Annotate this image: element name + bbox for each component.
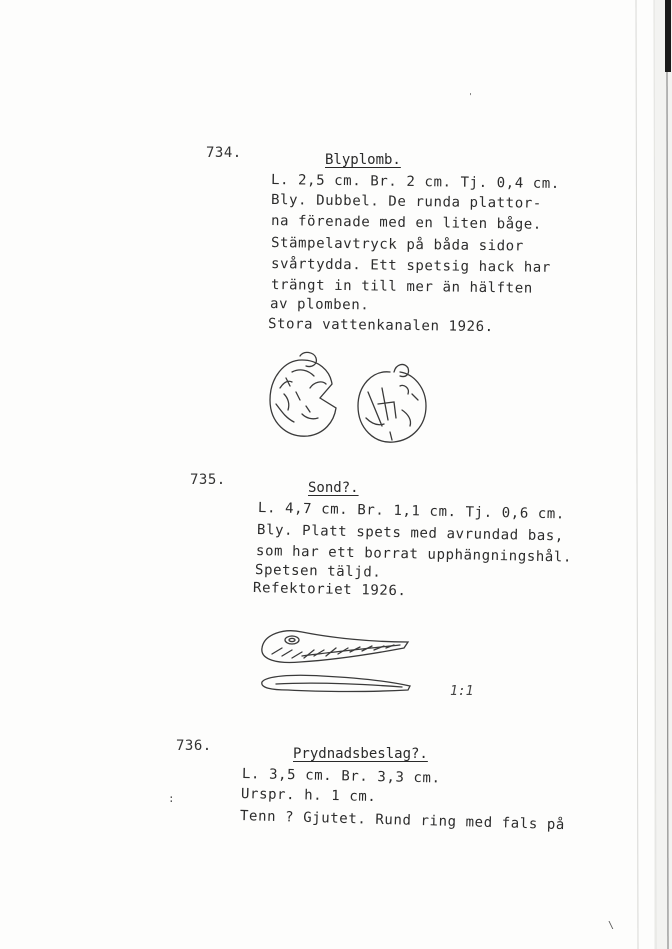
stray-dot: ' <box>468 92 473 101</box>
entry-734-line-4: Stämpelavtryck på båda sidor <box>270 235 524 255</box>
entry-735-line-2: Bly. Platt spets med avrundad bas, <box>256 522 565 545</box>
entry-735-line-3: som har ett borrat upphängningshål. <box>255 543 573 566</box>
entry-734-line-6: trängt in till mer än hälften <box>270 277 533 297</box>
entry-734-line-2: Bly. Dubbel. De runda plattor- <box>270 192 542 212</box>
entry-734-line-5: svårtydda. Ett spetsig hack har <box>270 256 551 276</box>
entry-735-line-5: Refektoriet 1926. <box>252 580 407 600</box>
entry-number-736: 736. <box>176 738 212 754</box>
entry-736-line-2: Urspr. h. 1 cm. <box>240 786 377 806</box>
lead-seal-sketch <box>262 348 442 458</box>
entry-736-line-3: Tenn ? Gjutet. Rund ring med fals på <box>239 808 566 834</box>
margin-mark: : <box>168 792 175 805</box>
scale-note: 1:1 <box>450 684 474 699</box>
entry-number-734: 734. <box>206 145 242 161</box>
entry-title-735: Sond?. <box>308 480 359 496</box>
entry-734-line-1: L. 2,5 cm. Br. 2 cm. Tj. 0,4 cm. <box>270 172 561 193</box>
entry-735-line-4: Spetsen täljd. <box>254 562 382 581</box>
entry-title-734: Blyplomb. <box>325 152 401 168</box>
entry-736-line-1: L. 3,5 cm. Br. 3,3 cm. <box>241 766 441 787</box>
entry-735-line-1: L. 4,7 cm. Br. 1,1 cm. Tj. 0,6 cm. <box>257 500 566 523</box>
corner-mark: \ <box>608 920 615 931</box>
entry-734-line-7: av plomben. <box>269 296 370 314</box>
page-binding-edge <box>632 0 672 949</box>
entry-title-736: Prydnadsbeslag?. <box>293 746 428 762</box>
probe-sketch <box>252 620 422 702</box>
entry-734-line-3: na förenade med en liten båge. <box>270 213 542 233</box>
entry-734-line-8: Stora vattenkanalen 1926. <box>267 316 494 336</box>
entry-number-735: 735. <box>190 472 226 488</box>
